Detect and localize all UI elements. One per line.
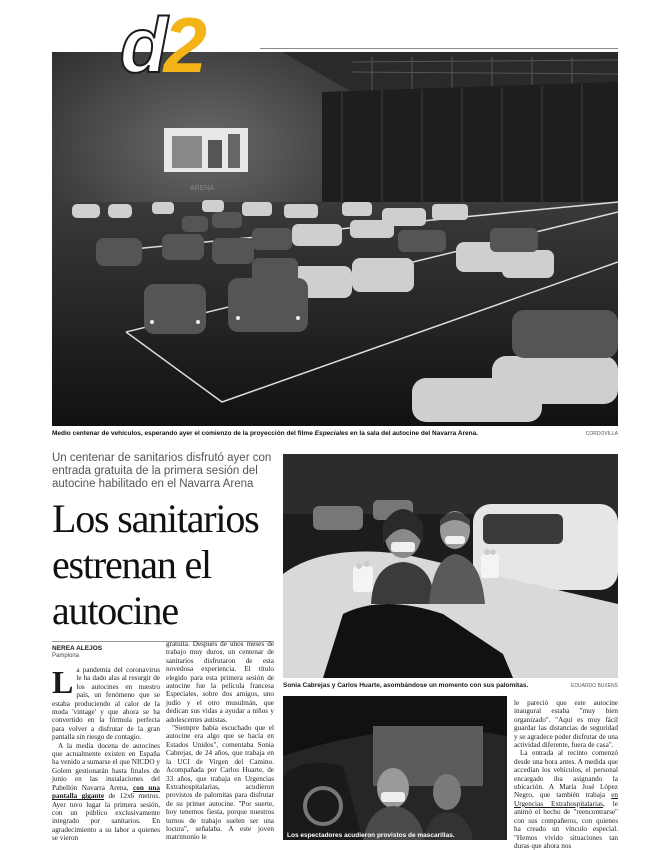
- dateline: Pamplona: [52, 653, 80, 659]
- photo3-caption: Los espectadores acudieron provistos de mascarillas.: [287, 832, 455, 839]
- drive-in-illustration: [52, 52, 618, 426]
- underlined-phrase: en Urgencias Extrahospitalarias: [514, 791, 618, 808]
- paragraph: a pandemia del coronavirus le ha dado alas al resurgir de los autocines en nuestro país, un fenómeno que se estaba produciendo al calor de la moda 'vintage' y que ahora se ha convertido en la fórmula perfecta para volver a disfrutar de la gran pantalla sin riesgo de contagio.: [52, 666, 160, 742]
- paragraph-end: , le animó el hecho de "reencontrarse" con sus compañeros, con quienes ha creado un vínculo especial. "Hemos vivido situaciones tan duras que ahora nos: [514, 799, 618, 850]
- caption-text: Medio centenar de vehículos, esperando ayer el comienzo de la proyección del filme: [52, 430, 315, 437]
- paragraph: A la media docena de autocines que actualmente existen en España ha venido a sumarse el que NICDO y Golem gestionarán hasta finales de junio en las instalaciones del Pabellón Navarra Arena,: [52, 741, 160, 792]
- couple-photo-caption: [283, 682, 618, 689]
- caption-text: Sonia Cabrejas y Carlos Huarte, asombándose un momento con sus palomitas.: [283, 682, 529, 689]
- paragraph: "Siempre había escuchado que el autocine era algo que se hacía en Estados Unidos", comentaba Sonia Cabrejas, de 24 años, que trabaja en la UCI de Virgen del Camino. Acompañada por Carlos Huarte, de 33 años, que trabaja en Urgencias Extrahospitalarias, acudieron provistos de palomitas para disfrutar de su primer autocine. "Por suerte, hoy tenemos fiesta, porque nuestros turnos de trabajo suelen ser una locura", señalaba. A este joven matrimonio le: [166, 724, 274, 842]
- paragraph: La entrada al recinto comenzó desde una hora antes. A medida que accedían los vehículos, el personal encargado iba asignando la ubicación. A María José López Negro, que también trabaja: [514, 749, 618, 800]
- couple-photo: [283, 454, 618, 678]
- photo-credit: CORDOVILLA: [585, 431, 618, 437]
- drop-cap: L: [52, 664, 74, 700]
- logo-number: 2: [163, 1, 204, 89]
- author-byline: NEREA ALEJOS: [52, 645, 103, 652]
- article-deck: Un centenar de sanitarios disfrutó ayer con entrada gratuita de la primera sesión del autocine habilitado en el Navarra Arena: [52, 452, 272, 490]
- spectators-illustration: [283, 696, 507, 840]
- section-logo: [120, 1, 204, 89]
- article-column-1: [52, 666, 160, 843]
- photo-credit: EDUARDO BUXENS: [571, 683, 618, 689]
- caption-text-end: en la sala del autocine del Navarra Arena.: [348, 430, 479, 437]
- venue-sign: ARENA: [190, 185, 215, 192]
- paragraph: le pareció que este autocine inaugural estaba "muy bien organizado". "Aquí es muy fácil guardar las distancias de seguridad y se agradece poder disfrutar de una actividad diferente, fuera de casa".: [514, 699, 618, 750]
- couple-illustration: [283, 454, 618, 678]
- underlined-phrase: con una pantalla gigante: [52, 783, 160, 801]
- paragraph-end: de 12x6 metros. Ayer tuvo lugar la primera sesión, con un público exclusivamente integrado por sanitarios. En agradecimiento a su labor a quienes se vieron: [52, 792, 160, 843]
- article-column-2: [166, 640, 274, 842]
- paragraph: gratuita. Después de unos meses de trabajo muy duros, un centenar de sanitarios disfrutaron de esta novedosa experiencia. El título elegido para esta primera sesión de autocine fue la película francesa Especiales, sobre dos amigos, uno judío y el otro musulmán, que dedican sus vidas a ayudar a niños y adolescentes autistas.: [166, 640, 274, 724]
- caption-film-title: Especiales: [314, 430, 349, 437]
- top-rule: [260, 48, 618, 49]
- article-headline: Los sanitarios estrenan el autocine: [52, 496, 259, 633]
- logo-letter: d: [120, 1, 164, 89]
- main-photo: [52, 52, 618, 426]
- spectators-photo: [283, 696, 507, 840]
- article-column-3: [514, 699, 618, 850]
- main-photo-caption: [52, 430, 618, 437]
